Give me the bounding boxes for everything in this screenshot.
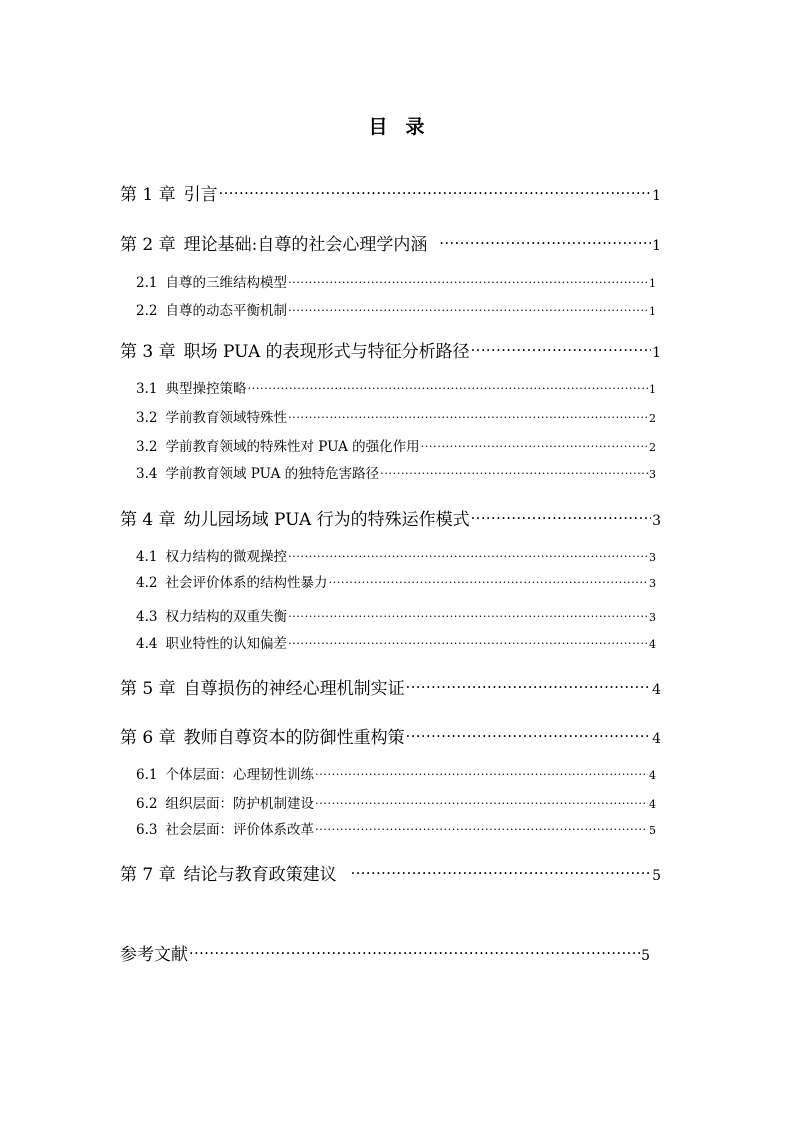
toc-entry-page: 2 — [648, 412, 656, 425]
toc-leader-dots — [406, 726, 652, 743]
toc-leader-dots — [288, 274, 648, 288]
toc-leader-dots — [288, 302, 648, 316]
toc-entry-number: 第 1 章 — [120, 185, 176, 205]
toc-entry-number: 3.2 — [136, 410, 158, 426]
toc-entry-text: 社会层面：评价体系改革 — [165, 822, 314, 838]
toc-entry-page: 3 — [652, 513, 661, 529]
toc-entry-page: 3 — [648, 468, 656, 481]
toc-entry-page: 5 — [641, 948, 650, 964]
toc-entry-chapter-7[interactable] — [120, 860, 661, 885]
toc-entry-number: 3.2 — [136, 439, 158, 455]
toc-entry-number: 4.2 — [136, 575, 158, 591]
toc-entry-number: 3.1 — [136, 381, 158, 397]
toc-entry-page: 3 — [648, 611, 656, 624]
toc-entry-section-6-1[interactable] — [136, 763, 656, 783]
toc-entry-section-6-3[interactable] — [136, 818, 656, 838]
toc-entry-page: 5 — [648, 824, 656, 837]
toc-leader-dots — [315, 766, 648, 780]
toc-entry-text: 职场 PUA 的表现形式与特征分析路径 — [183, 342, 470, 362]
page-title-part1: 目 — [368, 116, 388, 138]
toc-entry-page: 1 — [652, 238, 661, 254]
toc-entry-number: 4.3 — [136, 609, 158, 625]
toc-leader-dots — [328, 574, 647, 588]
toc-entry-section-4-4[interactable] — [136, 632, 656, 652]
toc-entry-number: 第 6 章 — [120, 728, 176, 748]
toc-entry-text: 个体层面：心理韧性训练 — [165, 767, 314, 783]
toc-entry-page: 1 — [648, 277, 656, 290]
toc-entry-number: 第 5 章 — [120, 679, 176, 699]
toc-leader-dots — [421, 438, 648, 452]
toc-entry-text: 引言 — [183, 185, 218, 205]
toc-leader-dots — [288, 608, 648, 622]
toc-entry-number: 2.1 — [136, 275, 158, 291]
toc-entry-page: 4 — [648, 798, 656, 811]
toc-entry-chapter-5[interactable] — [120, 674, 661, 699]
toc-entry-page: 1 — [648, 383, 656, 396]
toc-entry-text: 参考文献 — [120, 945, 188, 965]
toc-leader-dots — [247, 380, 647, 394]
toc-leader-dots — [219, 183, 652, 200]
toc-entry-text: 社会评价体系的结构性暴力 — [165, 575, 328, 591]
toc-entry-section-4-2[interactable] — [136, 571, 656, 591]
toc-entry-text: 学前教育领域特殊性 — [165, 410, 287, 426]
page-title — [0, 112, 793, 139]
toc-entry-page: 4 — [648, 638, 656, 651]
toc-entry-page: 5 — [652, 868, 661, 884]
toc-entry-page: 2 — [648, 441, 656, 454]
toc-entry-chapter-3[interactable] — [120, 337, 661, 362]
toc-entry-section-2-1[interactable] — [136, 271, 656, 291]
toc-entry-text: 权力结构的微观操控 — [165, 549, 287, 565]
toc-leader-dots — [288, 635, 648, 649]
toc-entry-text: 学前教育领域的特殊性对 PUA 的强化作用 — [165, 439, 420, 455]
toc-entry-text: 理论基础:自尊的社会心理学内涵 — [183, 235, 428, 255]
toc-entry-number: 3.4 — [136, 466, 158, 482]
toc-entry-number: 第 4 章 — [120, 510, 176, 530]
toc-leader-dots — [439, 233, 651, 250]
toc-entry-number: 第 7 章 — [120, 865, 176, 885]
toc-leader-dots — [315, 821, 648, 835]
toc-entry-chapter-2[interactable] — [120, 230, 661, 255]
toc-entry-page: 4 — [652, 731, 661, 747]
toc-leader-dots — [406, 677, 652, 694]
toc-entry-section-3-2b[interactable] — [136, 435, 656, 455]
toc-entry-chapter-4[interactable] — [120, 505, 661, 530]
toc-entry-text: 结论与教育政策建议 — [183, 865, 337, 885]
toc-leader-dots — [315, 795, 648, 809]
toc-leader-dots — [288, 409, 648, 423]
toc-entry-chapter-6[interactable] — [120, 723, 661, 748]
toc-entry-text: 自尊损伤的神经心理机制实证 — [183, 679, 405, 699]
toc-entry-text: 学前教育领域 PUA 的独特危害路径 — [165, 466, 380, 482]
toc-entry-section-4-1[interactable] — [136, 545, 656, 565]
toc-entry-chapter-1[interactable] — [120, 180, 661, 205]
toc-entry-number: 2.2 — [136, 303, 158, 319]
toc-entry-page: 1 — [652, 188, 661, 204]
page-title-part2: 录 — [405, 116, 425, 138]
toc-entry-references[interactable] — [120, 940, 650, 965]
toc-entry-text: 典型操控策略 — [165, 381, 247, 397]
toc-leader-dots — [351, 863, 652, 880]
toc-entry-text: 自尊的动态平衡机制 — [165, 303, 287, 319]
toc-entry-page: 4 — [652, 682, 661, 698]
toc-entry-number: 第 2 章 — [120, 235, 176, 255]
toc-leader-dots — [288, 548, 648, 562]
toc-entry-text: 权力结构的双重失衡 — [165, 609, 287, 625]
toc-entry-section-6-2[interactable] — [136, 792, 656, 812]
toc-entry-number: 6.2 — [136, 796, 158, 812]
toc-entry-page: 3 — [648, 551, 656, 564]
toc-entry-section-2-2[interactable] — [136, 299, 656, 319]
toc-leader-dots — [471, 340, 651, 357]
toc-entry-number: 第 3 章 — [120, 342, 176, 362]
toc-entry-page: 4 — [648, 769, 656, 782]
toc-entry-number: 6.1 — [136, 767, 158, 783]
toc-entry-section-4-3[interactable] — [136, 605, 656, 625]
toc-entry-text: 组织层面：防护机制建设 — [165, 796, 314, 812]
toc-entry-section-3-2[interactable] — [136, 406, 656, 426]
toc-leader-dots — [189, 943, 640, 960]
toc-entry-page: 3 — [648, 577, 656, 590]
toc-entry-page: 1 — [648, 305, 656, 318]
toc-entry-number: 4.4 — [136, 636, 158, 652]
toc-entry-number: 6.3 — [136, 822, 158, 838]
toc-entry-section-3-1[interactable] — [136, 377, 656, 397]
toc-entry-section-3-4[interactable] — [136, 462, 656, 482]
toc-entry-text: 教师自尊资本的防御性重构策 — [183, 728, 405, 748]
toc-entry-text: 职业特性的认知偏差 — [165, 636, 287, 652]
toc-entry-text: 幼儿园场域 PUA 行为的特殊运作模式 — [183, 510, 470, 530]
toc-entry-page: 1 — [652, 345, 661, 361]
toc-leader-dots — [471, 508, 651, 525]
toc-leader-dots — [380, 465, 648, 479]
toc-entry-number: 4.1 — [136, 549, 158, 565]
toc-entry-text: 自尊的三维结构模型 — [165, 275, 287, 291]
